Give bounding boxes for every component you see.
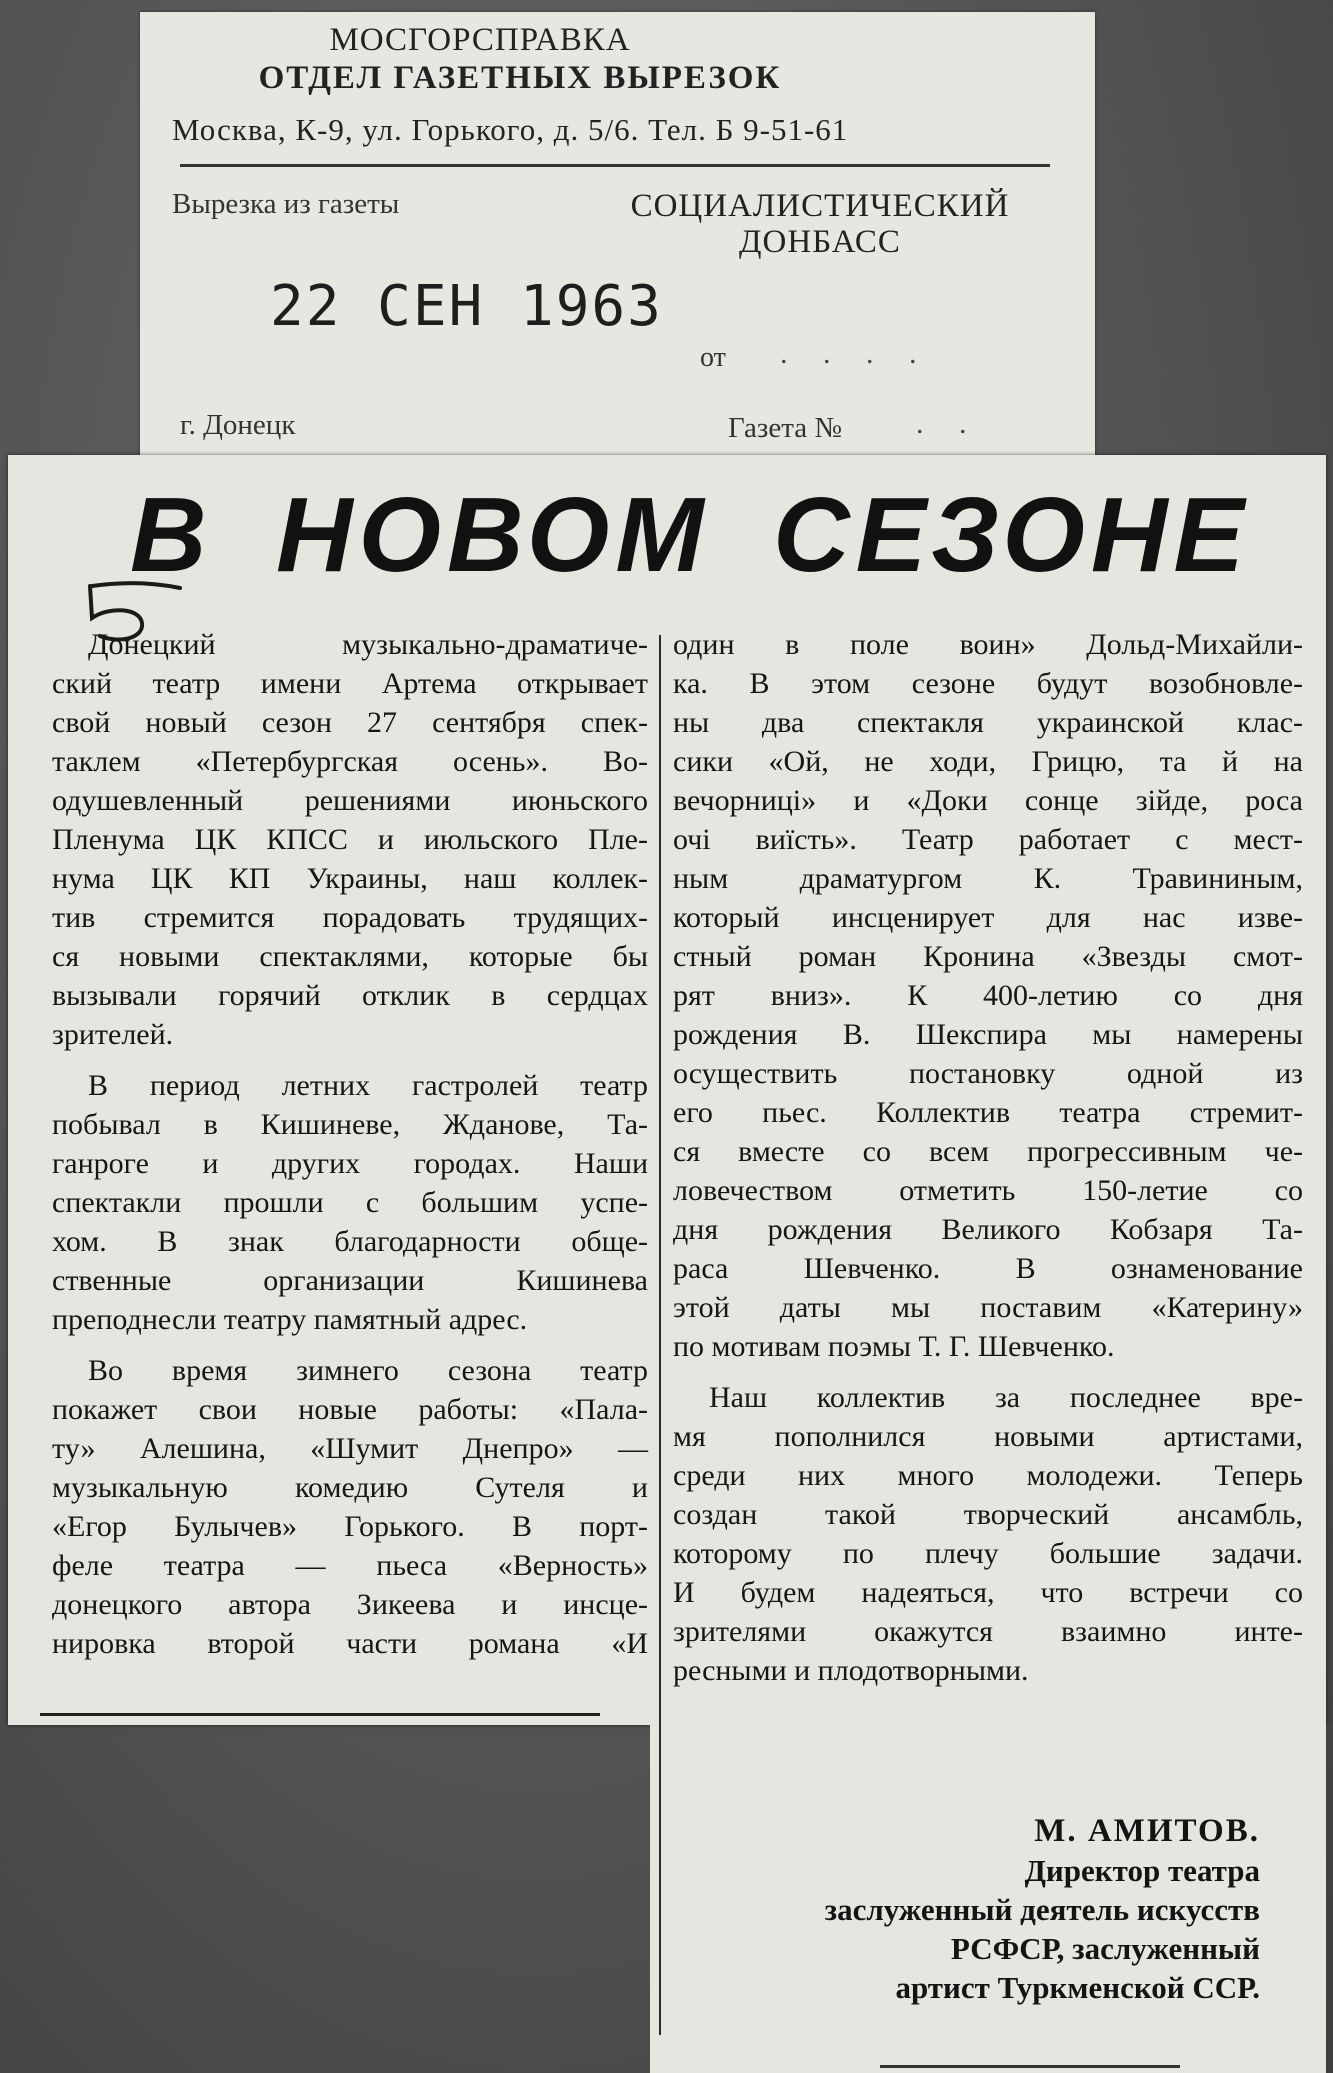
article-line: вызывали горячий отклик в сердцах <box>52 979 648 1012</box>
article-line: преподнесли театру памятный адрес. <box>52 1303 528 1336</box>
clipping-source-label: Вырезка из газеты <box>172 188 400 220</box>
article-line: сики «Ой, не ходи, Грицю, та й на <box>673 745 1303 778</box>
article-line: феле театра — пьеса «Верность» <box>52 1549 648 1582</box>
article-line: этой даты мы поставим «Катерину» <box>673 1291 1303 1324</box>
article-line: осуществить постановку одной из <box>673 1057 1303 1090</box>
city-label: г. Донецк <box>180 409 296 441</box>
article-line: зрителей. <box>52 1018 174 1051</box>
article-column-left <box>52 625 648 1663</box>
article-line: таклем «Петербургская осень». Во- <box>52 745 648 778</box>
article-line: побывал в Кишиневе, Жданове, Та- <box>52 1108 648 1141</box>
article-line: Пленума ЦК КПСС и июльского Пле- <box>52 823 648 856</box>
article-line: ственные организации Кишинева <box>52 1264 648 1297</box>
article-line: мя пополнился новыми артистами, <box>673 1420 1303 1453</box>
article-signature <box>690 1812 1260 2007</box>
clipping-bottom-rule <box>40 1713 600 1716</box>
article-headline: В НОВОМ СЕЗОНЕ <box>130 476 1251 594</box>
article-line: создан такой творческий ансамбль, <box>673 1498 1303 1531</box>
article-line: одушевленный решениями июньского <box>52 784 648 817</box>
article-line: по мотивам поэмы Т. Г. Шевченко. <box>673 1330 1115 1363</box>
signature-rule <box>880 2065 1180 2068</box>
from-label: от <box>700 342 726 373</box>
article-line: ным драматургом К. Травининым, <box>673 862 1303 895</box>
author-title-line-3: РСФСР, заслуженный <box>950 1931 1260 1966</box>
article-line: вечорниці» и «Доки сонце зійде, роса <box>673 784 1303 817</box>
article-line: донецкого автора Зикеева и инсце- <box>52 1588 648 1621</box>
clipping-label-card <box>140 12 1095 457</box>
article-line: ны два спектакля украинской клас- <box>673 706 1303 739</box>
author-title-line-4: артист Туркменской ССР. <box>895 1970 1260 2005</box>
article-line: рождения В. Шекспира мы намерены <box>673 1018 1303 1051</box>
article-line: очі виїсть». Театр работает с мест- <box>673 823 1303 856</box>
article-line: ресными и плодотворными. <box>673 1654 1029 1687</box>
article-line: свой новый сезон 27 сентября спек- <box>52 706 648 739</box>
article-line: В период летних гастролей театр <box>88 1069 648 1102</box>
article-line: хом. В знак благодарности обще- <box>52 1225 648 1258</box>
article-line: ловечеством отметить 150-летие со <box>673 1174 1303 1207</box>
author-name: М. АМИТОВ. <box>1034 1813 1260 1849</box>
newspaper-name: СОЦИАЛИСТИЧЕСКИЙ ДОНБАСС <box>630 188 1010 260</box>
article-line: покажет свои новые работы: «Пала- <box>52 1393 648 1426</box>
article-line: ся вместе со всем прогрессивным че- <box>673 1135 1303 1168</box>
date-stamp: 22 СЕН 1963 <box>270 274 663 339</box>
article-line: тив стремится порадовать трудящих- <box>52 901 648 934</box>
article-line: дня рождения Великого Кобзаря Та- <box>673 1213 1303 1246</box>
article-line: рят вниз». К 400-летию со дня <box>673 979 1303 1012</box>
article-line: ка. В этом сезоне будут возобновле- <box>673 667 1303 700</box>
article-line: спектакли прошли с большим успе- <box>52 1186 648 1219</box>
article-line: которому по плечу большие задачи. <box>673 1537 1303 1570</box>
from-dots: . . . . <box>780 337 931 370</box>
article-line: Во время зимнего сезона театр <box>88 1354 648 1387</box>
author-title-line-1: Директор театра <box>1024 1853 1260 1888</box>
article-line: «Егор Булычев» Горького. В порт- <box>52 1510 648 1543</box>
article-line: нировка второй части романа «И <box>52 1627 648 1660</box>
column-divider <box>659 635 661 2035</box>
article-line: ский театр имени Артема открывает <box>52 667 648 700</box>
article-line: музыкальную комедию Сутеля и <box>52 1471 648 1504</box>
gazette-number-dots: . . <box>916 407 981 440</box>
article-line: ганроге и других городах. Наши <box>52 1147 648 1180</box>
article-line: ту» Алешина, «Шумит Днепро» — <box>52 1432 648 1465</box>
agency-department: ОТДЕЛ ГАЗЕТНЫХ ВЫРЕЗОК <box>258 60 782 96</box>
article-line: зрителями окажутся взаимно инте- <box>673 1615 1303 1648</box>
article-line: среди них много молодежи. Теперь <box>673 1459 1303 1492</box>
author-title-line-2: заслуженный деятель искусств <box>824 1892 1260 1927</box>
article-line: один в поле воин» Дольд-Михайли- <box>673 628 1303 661</box>
label-divider <box>180 164 1050 167</box>
article-line: ся новыми спектаклями, которые бы <box>52 940 648 973</box>
article-line: И будем надеяться, что встречи со <box>673 1576 1303 1609</box>
agency-name: МОСГОРСПРАВКА <box>329 22 631 58</box>
article-line: раса Шевченко. В ознаменование <box>673 1252 1303 1285</box>
article-line: который инсценирует для нас изве- <box>673 901 1303 934</box>
article-column-right <box>673 625 1303 1690</box>
article-line: стный роман Кронина «Звезды смот- <box>673 940 1303 973</box>
article-line: Наш коллектив за последнее вре- <box>709 1381 1303 1414</box>
article-line: его пьес. Коллектив театра стремит- <box>673 1096 1303 1129</box>
agency-address: Москва, К-9, ул. Горького, д. 5/6. Тел. Б 9-51-61 <box>172 112 849 147</box>
article-line: Донецкий музыкально-драматиче- <box>88 628 648 661</box>
article-line: нума ЦК КП Украины, наш коллек- <box>52 862 648 895</box>
gazette-number-label: Газета № <box>728 412 843 444</box>
